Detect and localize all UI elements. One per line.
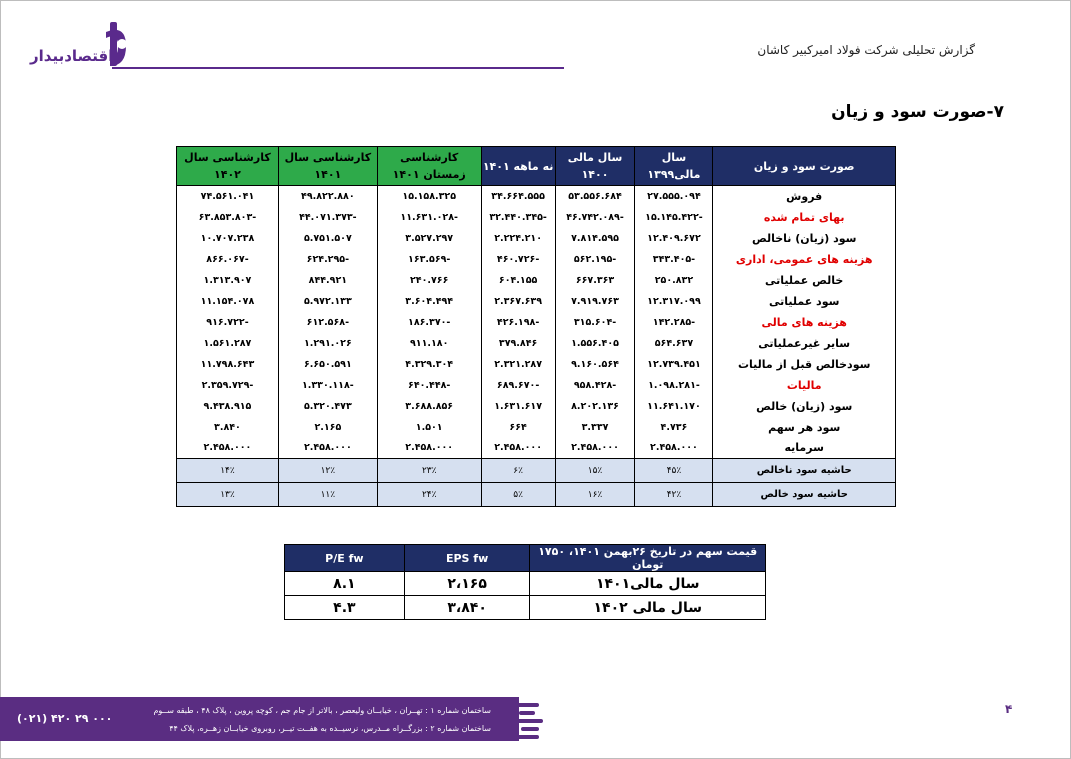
margin-row [177, 483, 896, 507]
column-header: نه ماهه ۱۴۰۱ [481, 147, 555, 186]
column-header: قیمت سهم در تاریخ ۲۶بهمن ۱۴۰۱، ۱۷۵۰ تومان [530, 545, 766, 572]
table-cell: ۱۰.۷۰۷.۲۳۸ [177, 228, 279, 249]
column-header: P/E fw [285, 545, 405, 572]
table-cell: سال مالی۱۴۰۱ [530, 572, 766, 596]
table-cell: ۸.۱ [285, 572, 405, 596]
table-cell: ۲.۴۵۸.۰۰۰ [377, 438, 481, 459]
table-cell: ۶٪ [481, 459, 555, 483]
table-header-row [285, 545, 766, 572]
column-header: کارشناسی زمستان ۱۴۰۱ [377, 147, 481, 186]
table-row [177, 228, 896, 249]
table-cell: ۱۵.۱۵۸.۳۲۵ [377, 186, 481, 207]
table-cell: ۸.۲۰۲.۱۳۶ [555, 396, 635, 417]
table-cell: ۱۲.۳۱۷.۰۹۹ [635, 291, 713, 312]
table-row [177, 186, 896, 207]
table-cell: ۲۴٪ [377, 483, 481, 507]
table-cell: ۱۱٪ [278, 483, 377, 507]
header-divider [112, 67, 564, 69]
table-cell: ۲۴۰.۷۶۶ [377, 270, 481, 291]
table-cell: ۱.۵۶۱.۲۸۷ [177, 333, 279, 354]
table-cell: ۴.۳۲۹.۳۰۴ [377, 354, 481, 375]
row-label: سود هر سهم [713, 417, 896, 438]
table-row [177, 333, 896, 354]
table-cell: ۱۲٪ [278, 459, 377, 483]
table-cell: ۲.۲۲۴.۲۱۰ [481, 228, 555, 249]
table-cell: ۵۶۴.۶۳۷ [635, 333, 713, 354]
column-header: سال مالی۱۳۹۹ [635, 147, 713, 186]
column-header: کارشناسی سال ۱۴۰۱ [278, 147, 377, 186]
table-cell: ۳.۶۸۸.۸۵۶ [377, 396, 481, 417]
table-row [177, 375, 896, 396]
table-cell: ۵٪ [481, 483, 555, 507]
table-cell: ۹.۴۳۸.۹۱۵ [177, 396, 279, 417]
table-cell: -۶۴۰.۴۴۸ [377, 375, 481, 396]
table-cell: ۲.۱۶۵ [278, 417, 377, 438]
row-label: فروش [713, 186, 896, 207]
table-cell: ۷.۸۱۴.۵۹۵ [555, 228, 635, 249]
row-label: سایر غیرعملیاتی [713, 333, 896, 354]
table-row [285, 596, 766, 620]
table-cell: ۸۴۴.۹۲۱ [278, 270, 377, 291]
table-cell: -۱۵.۱۴۵.۴۲۲ [635, 207, 713, 228]
table-cell: ۴.۷۳۶ [635, 417, 713, 438]
table-cell: -۹۵۸.۴۲۸ [555, 375, 635, 396]
table-cell: ۲،۱۶۵ [404, 572, 530, 596]
table-cell: ۴.۳ [285, 596, 405, 620]
table-cell: ۱.۳۱۳.۹۰۷ [177, 270, 279, 291]
table-cell: -۱۶۳.۵۶۹ [377, 249, 481, 270]
table-cell: ۶.۶۵۰.۵۹۱ [278, 354, 377, 375]
table-cell: ۱۳٪ [177, 483, 279, 507]
table-row [177, 207, 896, 228]
table-cell: ۵.۹۷۲.۱۳۳ [278, 291, 377, 312]
row-label: حاشیه سود ناخالص [713, 459, 896, 483]
table-cell: ۳،۸۴۰ [404, 596, 530, 620]
table-cell: ۱.۵۰۱ [377, 417, 481, 438]
table-cell: -۸۶۶.۰۶۷ [177, 249, 279, 270]
table-cell: -۴۲۶.۱۹۸ [481, 312, 555, 333]
row-label: سودخالص قبل از مالیات [713, 354, 896, 375]
row-label: خالص عملیاتی [713, 270, 896, 291]
table-cell: -۵۶۲.۱۹۵ [555, 249, 635, 270]
table-row [177, 312, 896, 333]
table-cell: ۲۳٪ [377, 459, 481, 483]
column-header: سال مالی ۱۴۰۰ [555, 147, 635, 186]
table-cell: ۱۴٪ [177, 459, 279, 483]
table-row [177, 354, 896, 375]
logo-text: اقتصادبیدار [30, 47, 114, 65]
table-cell: ۳.۳۳۷ [555, 417, 635, 438]
footer-decoration [505, 697, 545, 741]
row-label: سرمایه [713, 438, 896, 459]
table-cell: ۶۶۴ [481, 417, 555, 438]
footer-phone: (۰۲۱) ۴۲۰ ۲۹ ۰۰۰ [17, 712, 113, 725]
table-cell: -۳۱۵.۶۰۴ [555, 312, 635, 333]
column-header: کارشناسی سال ۱۴۰۲ [177, 147, 279, 186]
table-cell: -۴۶۰.۷۲۶ [481, 249, 555, 270]
table-cell: ۱.۵۵۶.۴۰۵ [555, 333, 635, 354]
row-label: هزینه های مالی [713, 312, 896, 333]
table-cell: ۴۹.۸۲۲.۸۸۰ [278, 186, 377, 207]
table-row [177, 417, 896, 438]
row-label: سود (زیان) خالص [713, 396, 896, 417]
row-label: بهای تمام شده [713, 207, 896, 228]
table-cell: -۱۱.۶۳۱.۰۲۸ [377, 207, 481, 228]
table-row [177, 438, 896, 459]
table-cell: -۲.۳۵۹.۷۲۹ [177, 375, 279, 396]
row-label: حاشیه سود خالص [713, 483, 896, 507]
table-cell: ۳۴.۶۶۴.۵۵۵ [481, 186, 555, 207]
table-row [177, 396, 896, 417]
table-row [177, 270, 896, 291]
table-row [177, 291, 896, 312]
table-cell: -۶۲۴.۲۹۵ [278, 249, 377, 270]
table-cell: -۱۸۶.۳۷۰ [377, 312, 481, 333]
footer-address-2: ساختمان شماره ۲ : بزرگــراه مــدرس، نرسیــده به هفــت تیــر، روبروی خیابــان زهــره، پلاک ۴۴ [169, 724, 491, 733]
table-header-row [177, 147, 896, 186]
table-cell: ۹.۱۶۰.۵۶۴ [555, 354, 635, 375]
table-cell: ۲.۳۶۷.۶۳۹ [481, 291, 555, 312]
footer-address-1: ساختمان شماره ۱ : تهــران ، خیابــان ولیعصر ، بالاتر از جام جم ، کوچه پروین ، پلاک ۴۸ ، طبقه ســوم [153, 706, 491, 715]
table-cell: ۲۵۰.۸۳۲ [635, 270, 713, 291]
table-cell: -۶۱۲.۵۶۸ [278, 312, 377, 333]
table-cell: ۱۶٪ [555, 483, 635, 507]
table-cell: -۴۴.۰۷۱.۳۷۳ [278, 207, 377, 228]
table-cell: -۱۴۲.۲۸۵ [635, 312, 713, 333]
column-header: صورت سود و زیان [713, 147, 896, 186]
table-cell: ۷۴.۵۶۱.۰۴۱ [177, 186, 279, 207]
table-cell: ۵۳.۵۵۶.۶۸۴ [555, 186, 635, 207]
table-cell: ۱۱.۱۵۴.۰۷۸ [177, 291, 279, 312]
table-cell: ۱۲.۴۰۹.۶۷۲ [635, 228, 713, 249]
table-cell: ۱۱.۶۴۱.۱۷۰ [635, 396, 713, 417]
table-cell: ۴۵٪ [635, 459, 713, 483]
table-cell: -۳۲.۴۴۰.۳۴۵ [481, 207, 555, 228]
row-label: سود عملیاتی [713, 291, 896, 312]
table-cell: ۲.۴۵۸.۰۰۰ [635, 438, 713, 459]
section-title: ۷-صورت سود و زیان [831, 102, 1004, 122]
table-cell: ۳.۶۰۴.۴۹۴ [377, 291, 481, 312]
table-cell: ۷.۹۱۹.۷۶۳ [555, 291, 635, 312]
table-cell: -۳۴۳.۴۰۵ [635, 249, 713, 270]
table-cell: ۳.۸۴۰ [177, 417, 279, 438]
table-cell: ۲.۴۵۸.۰۰۰ [278, 438, 377, 459]
report-title: گزارش تحلیلی شرکت فولاد امیرکبیر کاشان [757, 43, 975, 57]
table-cell: -۶۳.۸۵۳.۸۰۳ [177, 207, 279, 228]
table-cell: ۳.۵۲۷.۲۹۷ [377, 228, 481, 249]
table-cell: -۴۶.۷۴۲.۰۸۹ [555, 207, 635, 228]
column-header: EPS fw [404, 545, 530, 572]
row-label: سود (زیان) ناخالص [713, 228, 896, 249]
table-cell: ۴۲٪ [635, 483, 713, 507]
table-cell: ۲.۴۵۸.۰۰۰ [481, 438, 555, 459]
page-number: ۴ [1005, 702, 1013, 716]
table-cell: ۱۵٪ [555, 459, 635, 483]
table-row [285, 572, 766, 596]
table-cell: ۲.۳۲۱.۲۸۷ [481, 354, 555, 375]
table-cell: ۲.۴۵۸.۰۰۰ [177, 438, 279, 459]
table-cell: -۱.۰۹۸.۲۸۱ [635, 375, 713, 396]
table-cell: سال مالی ۱۴۰۲ [530, 596, 766, 620]
table-cell: ۱.۶۳۱.۶۱۷ [481, 396, 555, 417]
table-cell: ۱.۲۹۱.۰۲۶ [278, 333, 377, 354]
margin-row [177, 459, 896, 483]
table-cell: ۵.۳۲۰.۴۷۳ [278, 396, 377, 417]
table-cell: -۶۸۹.۶۷۰ [481, 375, 555, 396]
row-label: هزینه های عمومی، اداری [713, 249, 896, 270]
table-row [177, 249, 896, 270]
table-cell: ۹۱۱.۱۸۰ [377, 333, 481, 354]
table-cell: ۶۰۴.۱۵۵ [481, 270, 555, 291]
table-cell: ۳۷۹.۸۴۶ [481, 333, 555, 354]
table-cell: -۹۱۶.۷۲۲ [177, 312, 279, 333]
table-cell: ۱۲.۷۳۹.۴۵۱ [635, 354, 713, 375]
row-label: مالیات [713, 375, 896, 396]
table-cell: ۲۷.۵۵۵.۰۹۴ [635, 186, 713, 207]
table-cell: ۵.۷۵۱.۵۰۷ [278, 228, 377, 249]
table-cell: -۱.۳۳۰.۱۱۸ [278, 375, 377, 396]
income-statement-table [176, 146, 896, 507]
table-cell: ۱۱.۷۹۸.۶۴۳ [177, 354, 279, 375]
table-cell: ۶۶۷.۳۶۳ [555, 270, 635, 291]
valuation-table [284, 544, 766, 620]
table-cell: ۲.۴۵۸.۰۰۰ [555, 438, 635, 459]
